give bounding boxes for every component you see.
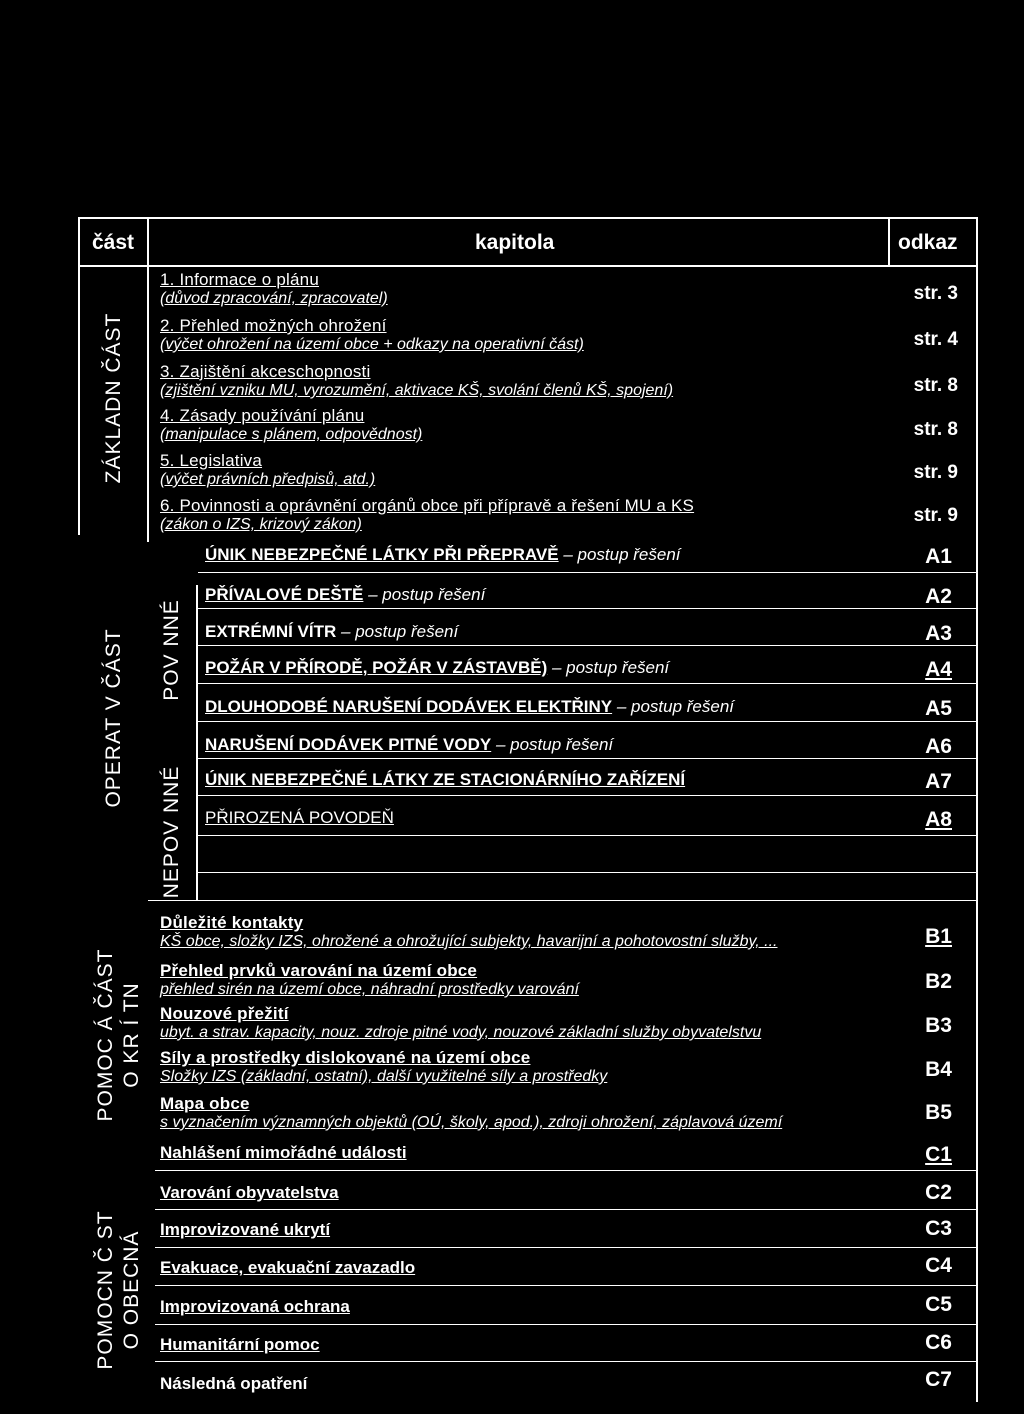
- header-ref: odkaz: [898, 231, 958, 254]
- ref-c6[interactable]: C6: [925, 1331, 952, 1354]
- chapter-title: 6. Povinnosti a oprávnění orgánů obce při přípravě a řešení MU a KS: [160, 496, 695, 515]
- row-title: ÚNIK NEBEZPEČNÉ LÁTKY ZE STACIONÁRNÍHO ZAŘÍZENÍ: [205, 770, 686, 789]
- chapter-title: 2. Přehled možných ohrožení: [160, 316, 387, 335]
- aux-b5[interactable]: [160, 1094, 782, 1132]
- row-divider: [155, 1285, 976, 1286]
- row-divider: [155, 1324, 976, 1325]
- chapter-subtitle: (zákon o IZS, krizový zákon): [160, 516, 362, 533]
- ref-b1[interactable]: B1: [925, 925, 952, 948]
- chapter-2-ref[interactable]: str. 4: [913, 329, 958, 350]
- ref-b4[interactable]: B4: [925, 1058, 952, 1081]
- chapter-6[interactable]: [160, 496, 694, 534]
- aux-c1[interactable]: Nahlášení mimořádné události: [160, 1143, 407, 1162]
- row-note: – postup řešení: [341, 622, 459, 641]
- row-note: – postup řešení: [616, 697, 735, 716]
- part-label-operative: OPERAT V ČÁST: [102, 628, 125, 808]
- operative-row-a3[interactable]: [205, 622, 458, 642]
- aux-title: Důležité kontakty: [160, 913, 304, 932]
- part-label-aux-b-sub: O KR Í TN: [120, 982, 143, 1088]
- aux-c6[interactable]: Humanitární pomoc: [160, 1335, 320, 1354]
- chapter-2[interactable]: [160, 316, 584, 354]
- ref-column-divider: [888, 217, 890, 267]
- row-divider: [198, 683, 976, 684]
- aux-b3[interactable]: [160, 1004, 761, 1042]
- chapter-title: 4. Zásady používání plánu: [160, 406, 365, 425]
- header-divider: [78, 265, 978, 267]
- row-title: PŘÍVALOVÉ DEŠTĚ: [205, 585, 364, 604]
- chapter-title: 3. Zajištění akceschopnosti: [160, 362, 371, 381]
- row-title: POŽÁR V PŘÍRODĚ, POŽÁR V ZÁSTAVBĚ): [205, 658, 548, 677]
- part-column-divider: [147, 217, 149, 542]
- row-title: ÚNIK NEBEZPEČNÉ LÁTKY PŘI PŘEPRAVĚ: [205, 545, 559, 564]
- part-label-aux-c-sub: O OBECNÁ: [120, 1230, 143, 1350]
- chapter-4-ref[interactable]: str. 8: [913, 419, 958, 440]
- chapter-3[interactable]: [160, 362, 673, 400]
- aux-subtitle: s vyznačením významných objektů (OÚ, školy, apod.), zdroji ohrožení, záplavová území: [160, 1114, 783, 1131]
- ref-a4[interactable]: A4: [925, 658, 952, 681]
- ref-a7[interactable]: A7: [925, 770, 952, 793]
- chapter-1-ref[interactable]: str. 3: [913, 283, 958, 304]
- row-divider: [198, 795, 976, 796]
- aux-c5[interactable]: Improvizovaná ochrana: [160, 1297, 350, 1316]
- row-divider: [198, 758, 976, 759]
- row-title: PŘIROZENÁ POVODEŇ: [205, 808, 394, 827]
- aux-b1[interactable]: [160, 913, 778, 951]
- ref-a1[interactable]: A1: [925, 545, 952, 568]
- chapter-3-ref[interactable]: str. 8: [913, 375, 958, 396]
- frame-top: [78, 217, 978, 219]
- chapter-subtitle: (manipulace s plánem, odpovědnost): [160, 426, 423, 443]
- chapter-title: 1. Informace o plánu: [160, 270, 319, 289]
- row-divider: [155, 1209, 976, 1210]
- ref-a2[interactable]: A2: [925, 585, 952, 608]
- ref-b3[interactable]: B3: [925, 1014, 952, 1037]
- row-divider: [198, 872, 976, 873]
- row-title: NARUŠENÍ DODÁVEK PITNÉ VODY: [205, 735, 492, 754]
- row-divider: [155, 1170, 976, 1171]
- aux-c7[interactable]: Následná opatření: [160, 1374, 308, 1393]
- aux-b2[interactable]: [160, 961, 579, 999]
- operative-row-a6[interactable]: [205, 735, 613, 755]
- header-chapter: kapitola: [475, 231, 555, 254]
- chapter-4[interactable]: [160, 406, 422, 444]
- ref-c7[interactable]: C7: [925, 1368, 952, 1391]
- row-note: – postup řešení: [368, 585, 486, 604]
- aux-c3[interactable]: Improvizované ukrytí: [160, 1220, 331, 1239]
- operative-row-a7[interactable]: [205, 770, 685, 790]
- ref-c1[interactable]: C1: [925, 1143, 952, 1166]
- row-title: EXTRÉMNÍ VÍTR: [205, 622, 337, 641]
- operative-row-a1[interactable]: [205, 545, 681, 565]
- chapter-6-ref[interactable]: str. 9: [913, 505, 958, 526]
- operative-row-a2[interactable]: [205, 585, 485, 605]
- ref-a3[interactable]: A3: [925, 622, 952, 645]
- chapter-subtitle: (důvod zpracování, zpracovatel): [160, 290, 388, 307]
- subgroup-divider: [196, 585, 198, 900]
- aux-subtitle: Složky IZS (základní, ostatní), další využitelné síly a prostředky: [160, 1068, 608, 1085]
- aux-title: Nouzové přežití: [160, 1004, 289, 1023]
- ref-a6[interactable]: A6: [925, 735, 952, 758]
- ref-b5[interactable]: B5: [925, 1101, 952, 1124]
- part-label-aux-b: POMOC Á ČÁST: [94, 948, 117, 1122]
- header-part: část: [92, 231, 135, 254]
- chapter-5[interactable]: [160, 451, 375, 489]
- ref-a8[interactable]: A8: [925, 808, 952, 831]
- part-label-flood: POV NNÉ: [160, 599, 183, 701]
- row-divider: [148, 900, 976, 901]
- row-title: DLOUHODOBÉ NARUŠENÍ DODÁVEK ELEKTŘINY: [205, 697, 613, 716]
- ref-c3[interactable]: C3: [925, 1217, 952, 1240]
- part-label-nonflood: NEPOV NNÉ: [160, 765, 183, 899]
- ref-a5[interactable]: A5: [925, 697, 952, 720]
- operative-row-a8[interactable]: [205, 808, 394, 828]
- row-divider: [155, 1361, 976, 1362]
- aux-title: Síly a prostředky dislokované na území obce: [160, 1048, 531, 1067]
- operative-row-a4[interactable]: [205, 658, 669, 678]
- row-divider: [198, 645, 976, 646]
- aux-title: Přehled prvků varování na území obce: [160, 961, 478, 980]
- chapter-subtitle: (výčet právních předpisů, atd.): [160, 471, 376, 488]
- chapter-1[interactable]: [160, 270, 388, 308]
- row-divider: [198, 608, 976, 609]
- aux-b4[interactable]: [160, 1048, 607, 1086]
- row-divider: [155, 1247, 976, 1248]
- chapter-subtitle: (výčet ohrožení na území obce + odkazy na operativní část): [160, 336, 584, 353]
- chapter-5-ref[interactable]: str. 9: [913, 462, 958, 483]
- row-divider: [198, 835, 976, 836]
- row-note: – postup řešení: [495, 735, 614, 754]
- ref-c4[interactable]: C4: [925, 1254, 952, 1277]
- ref-b2[interactable]: B2: [925, 970, 952, 993]
- row-note: – postup řešení: [563, 545, 681, 564]
- aux-c4[interactable]: Evakuace, evakuační zavazadlo: [160, 1258, 416, 1277]
- chapter-subtitle: (zjištění vzniku MU, vyrozumění, aktivace KŠ, svolání členů KŠ, spojení): [160, 382, 674, 399]
- aux-subtitle: KŠ obce, složky IZS, ohrožené a ohrožující subjekty, havarijní a pohotovostní služby, ...: [160, 933, 778, 950]
- row-divider: [198, 572, 976, 573]
- aux-title: Mapa obce: [160, 1094, 250, 1113]
- part-label-aux-c: POMOCN Č ST: [94, 1210, 117, 1370]
- part-label-basic: ZÁKLADN ČÁST: [102, 312, 125, 484]
- ref-c2[interactable]: C2: [925, 1181, 952, 1204]
- frame-right: [976, 217, 978, 1402]
- aux-c2[interactable]: Varování obyvatelstva: [160, 1183, 339, 1202]
- aux-subtitle: ubyt. a strav. kapacity, nouz. zdroje pitné vody, nouzové základní služby obyvatelstvu: [160, 1024, 762, 1041]
- operative-row-a5[interactable]: [205, 697, 734, 717]
- chapter-title: 5. Legislativa: [160, 451, 263, 470]
- ref-c5[interactable]: C5: [925, 1293, 952, 1316]
- aux-subtitle: přehled sirén na území obce, náhradní prostředky varování: [160, 981, 579, 998]
- row-divider: [198, 721, 976, 722]
- row-note: – postup řešení: [551, 658, 670, 677]
